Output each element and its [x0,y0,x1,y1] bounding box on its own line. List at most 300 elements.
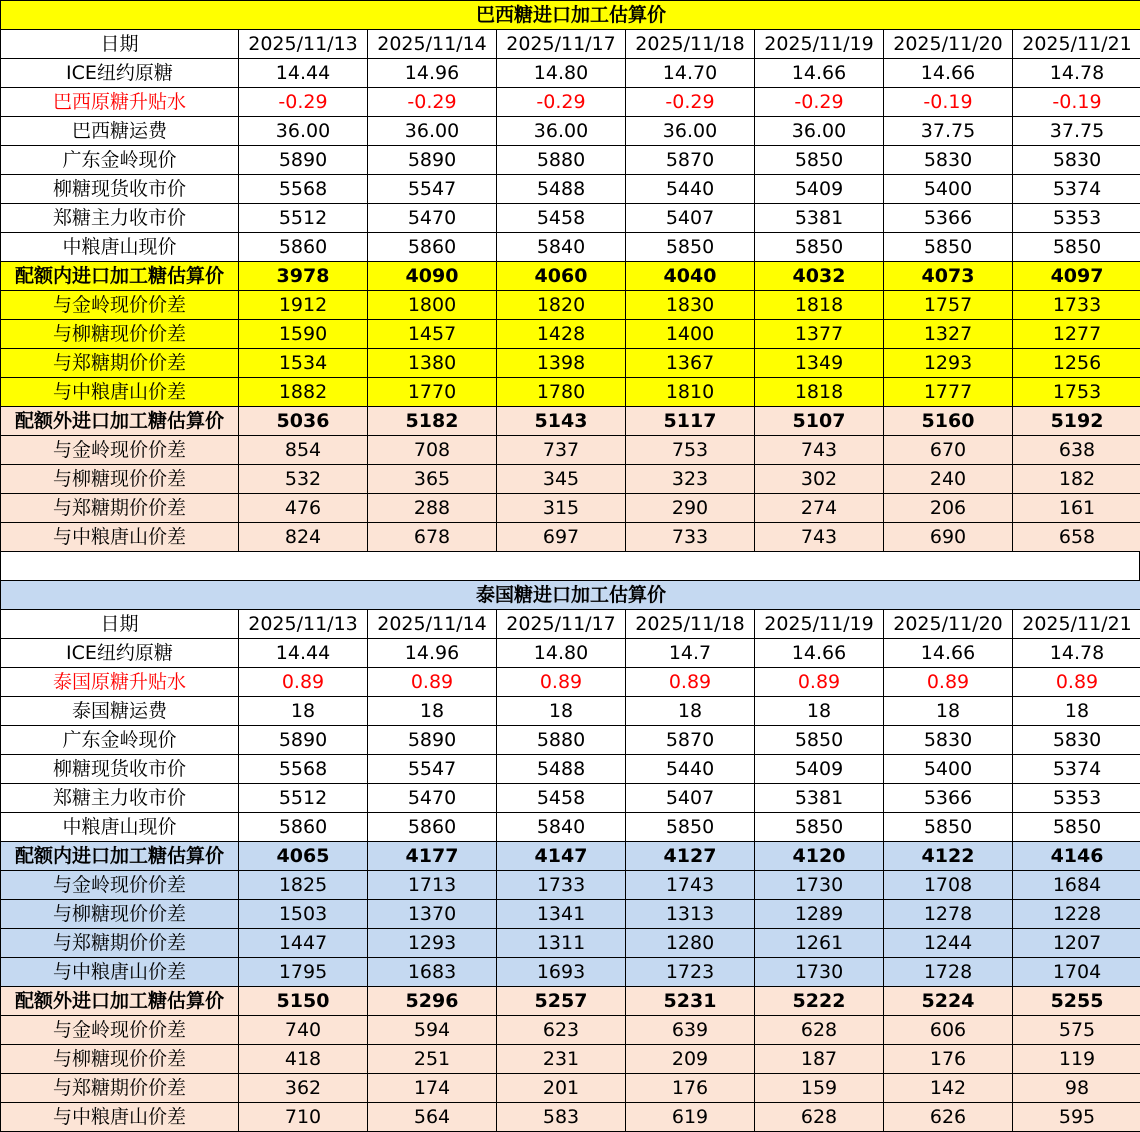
value-cell: 1277 [1013,320,1140,349]
value-cell: 18 [497,697,626,726]
value-cell: 231 [497,1045,626,1074]
value-cell: 5850 [884,813,1013,842]
row-label: 泰国原糖升贴水 [1,668,239,697]
value-cell: 5257 [497,987,626,1016]
value-cell: 740 [239,1016,368,1045]
value-cell: 1311 [497,929,626,958]
date-cell: 2025/11/17 [497,30,626,59]
value-cell: 14.80 [497,59,626,88]
value-cell: 1244 [884,929,1013,958]
value-cell: 5870 [626,146,755,175]
value-cell: 240 [884,465,1013,494]
value-cell: 1733 [497,871,626,900]
row-label: 与郑糖期价价差 [1,494,239,523]
value-cell: 14.66 [755,639,884,668]
value-cell: 14.44 [239,59,368,88]
value-cell: 206 [884,494,1013,523]
value-cell: 290 [626,494,755,523]
table-row [1,1016,1140,1045]
value-cell: 670 [884,436,1013,465]
value-cell: 4040 [626,262,755,291]
value-cell: 5374 [1013,175,1140,204]
value-cell: 5192 [1013,407,1140,436]
value-cell: 1912 [239,291,368,320]
value-cell: 174 [368,1074,497,1103]
value-cell: 0.89 [1013,668,1140,697]
value-cell: 5400 [884,755,1013,784]
table-row [1,697,1140,726]
value-cell: 5407 [626,204,755,233]
value-cell: 4127 [626,842,755,871]
value-cell: 678 [368,523,497,552]
value-cell: 5182 [368,407,497,436]
value-cell: 4147 [497,842,626,871]
value-cell: 14.44 [239,639,368,668]
value-cell: 5850 [755,813,884,842]
value-cell: 1447 [239,929,368,958]
value-cell: 18 [626,697,755,726]
value-cell: -0.29 [368,88,497,117]
value-cell: 1207 [1013,929,1140,958]
value-cell: 5107 [755,407,884,436]
value-cell: 5850 [755,726,884,755]
value-cell: 315 [497,494,626,523]
value-cell: 1743 [626,871,755,900]
value-cell: 201 [497,1074,626,1103]
table-row [1,233,1140,262]
value-cell: 4060 [497,262,626,291]
value-cell: 1256 [1013,349,1140,378]
value-cell: 3978 [239,262,368,291]
table-row [1,88,1140,117]
value-cell: 14.70 [626,59,755,88]
value-cell: 5890 [239,146,368,175]
value-cell: 14.78 [1013,639,1140,668]
value-cell: 1757 [884,291,1013,320]
row-label: 与金岭现价价差 [1,291,239,320]
table-title: 巴西糖进口加工估算价 [1,1,1140,30]
value-cell: 5366 [884,784,1013,813]
date-cell: 2025/11/20 [884,30,1013,59]
value-cell: 4146 [1013,842,1140,871]
value-cell: 1713 [368,871,497,900]
value-cell: 5366 [884,204,1013,233]
row-label: 巴西糖运费 [1,117,239,146]
row-label: 广东金岭现价 [1,726,239,755]
value-cell: 362 [239,1074,368,1103]
value-cell: 737 [497,436,626,465]
value-cell: 476 [239,494,368,523]
date-cell: 2025/11/18 [626,30,755,59]
value-cell: 18 [239,697,368,726]
row-label: 与金岭现价价差 [1,436,239,465]
value-cell: 619 [626,1103,755,1132]
value-cell: 628 [755,1103,884,1132]
value-cell: 824 [239,523,368,552]
row-label: 与中粮唐山价差 [1,523,239,552]
value-cell: 1683 [368,958,497,987]
value-cell: 187 [755,1045,884,1074]
row-label: 与金岭现价价差 [1,1016,239,1045]
value-cell: 623 [497,1016,626,1045]
value-cell: 36.00 [497,117,626,146]
brazil-sugar-table [0,0,1140,552]
value-cell: 5840 [497,813,626,842]
table-row [1,349,1140,378]
table-row [1,900,1140,929]
value-cell: 595 [1013,1103,1140,1132]
value-cell: 36.00 [239,117,368,146]
value-cell: 1428 [497,320,626,349]
value-cell: 658 [1013,523,1140,552]
value-cell: 1830 [626,291,755,320]
value-cell: -0.19 [1013,88,1140,117]
table-row [1,784,1140,813]
value-cell: 5840 [497,233,626,262]
value-cell: 1770 [368,378,497,407]
date-cell: 2025/11/19 [755,610,884,639]
value-cell: 14.66 [755,59,884,88]
date-label: 日期 [1,610,239,639]
table-row [1,668,1140,697]
value-cell: -0.29 [497,88,626,117]
value-cell: 365 [368,465,497,494]
value-cell: 5353 [1013,204,1140,233]
value-cell: 743 [755,436,884,465]
value-cell: 4032 [755,262,884,291]
header-row [1,30,1140,59]
value-cell: 4122 [884,842,1013,871]
value-cell: 1457 [368,320,497,349]
value-cell: 5547 [368,755,497,784]
value-cell: 1730 [755,958,884,987]
value-cell: 1730 [755,871,884,900]
value-cell: 1341 [497,900,626,929]
row-label: 郑糖主力收市价 [1,204,239,233]
value-cell: 5870 [626,726,755,755]
value-cell: 1380 [368,349,497,378]
value-cell: 323 [626,465,755,494]
value-cell: 418 [239,1045,368,1074]
date-cell: 2025/11/14 [368,610,497,639]
row-label: 与柳糖现价价差 [1,900,239,929]
row-label: 与金岭现价价差 [1,871,239,900]
value-cell: 1503 [239,900,368,929]
value-cell: 5224 [884,987,1013,1016]
row-label: ICE纽约原糖 [1,59,239,88]
table-row [1,407,1140,436]
value-cell: 14.66 [884,59,1013,88]
value-cell: 5850 [755,233,884,262]
table-spacer [0,552,1140,580]
table-row [1,958,1140,987]
value-cell: 5850 [1013,813,1140,842]
value-cell: 5400 [884,175,1013,204]
value-cell: 5880 [497,146,626,175]
value-cell: 1534 [239,349,368,378]
value-cell: 4177 [368,842,497,871]
value-cell: 4120 [755,842,884,871]
row-label: ICE纽约原糖 [1,639,239,668]
value-cell: 5830 [1013,146,1140,175]
value-cell: 1261 [755,929,884,958]
value-cell: 1278 [884,900,1013,929]
value-cell: 0.89 [755,668,884,697]
table-row [1,871,1140,900]
value-cell: 1349 [755,349,884,378]
row-label: 与柳糖现价价差 [1,1045,239,1074]
value-cell: 1795 [239,958,368,987]
value-cell: 1693 [497,958,626,987]
value-cell: 4065 [239,842,368,871]
table-row [1,465,1140,494]
value-cell: 5470 [368,784,497,813]
value-cell: 14.78 [1013,59,1140,88]
value-cell: 5374 [1013,755,1140,784]
value-cell: 5488 [497,755,626,784]
value-cell: 4097 [1013,262,1140,291]
date-cell: 2025/11/17 [497,610,626,639]
table-row [1,1074,1140,1103]
value-cell: 1293 [884,349,1013,378]
row-label: 配额外进口加工糖估算价 [1,987,239,1016]
value-cell: 159 [755,1074,884,1103]
value-cell: 5568 [239,755,368,784]
value-cell: 1400 [626,320,755,349]
value-cell: 564 [368,1103,497,1132]
value-cell: 161 [1013,494,1140,523]
row-label: 与郑糖期价价差 [1,1074,239,1103]
table-row [1,291,1140,320]
value-cell: 36.00 [626,117,755,146]
value-cell: 5222 [755,987,884,1016]
value-cell: 14.7 [626,639,755,668]
row-label: 与郑糖期价价差 [1,349,239,378]
row-label: 柳糖现货收市价 [1,755,239,784]
value-cell: 1733 [1013,291,1140,320]
value-cell: 182 [1013,465,1140,494]
date-cell: 2025/11/13 [239,30,368,59]
row-label: 广东金岭现价 [1,146,239,175]
value-cell: 1289 [755,900,884,929]
table-row [1,755,1140,784]
value-cell: 36.00 [368,117,497,146]
table-row [1,813,1140,842]
value-cell: 251 [368,1045,497,1074]
table-row [1,1045,1140,1074]
value-cell: 18 [755,697,884,726]
value-cell: 0.89 [884,668,1013,697]
value-cell: 14.96 [368,59,497,88]
value-cell: 5512 [239,784,368,813]
value-cell: 5231 [626,987,755,1016]
row-label: 与中粮唐山价差 [1,1103,239,1132]
value-cell: 753 [626,436,755,465]
row-label: 配额内进口加工糖估算价 [1,842,239,871]
value-cell: 5850 [1013,233,1140,262]
value-cell: 37.75 [1013,117,1140,146]
value-cell: 5860 [368,233,497,262]
value-cell: 5890 [239,726,368,755]
value-cell: 5850 [626,813,755,842]
table-row [1,146,1140,175]
table-row [1,320,1140,349]
date-cell: 2025/11/21 [1013,30,1140,59]
value-cell: 606 [884,1016,1013,1045]
value-cell: 37.75 [884,117,1013,146]
thailand-sugar-table [0,580,1140,1132]
value-cell: 1810 [626,378,755,407]
table-row [1,726,1140,755]
value-cell: 5150 [239,987,368,1016]
table-row [1,262,1140,291]
row-label: 巴西原糖升贴水 [1,88,239,117]
value-cell: 18 [368,697,497,726]
date-cell: 2025/11/19 [755,30,884,59]
value-cell: 4090 [368,262,497,291]
value-cell: 18 [884,697,1013,726]
value-cell: 5255 [1013,987,1140,1016]
value-cell: 5890 [368,726,497,755]
value-cell: 5488 [497,175,626,204]
header-row [1,610,1140,639]
value-cell: 0.89 [497,668,626,697]
value-cell: 5409 [755,755,884,784]
value-cell: 345 [497,465,626,494]
table-row [1,117,1140,146]
value-cell: 209 [626,1045,755,1074]
row-label: 与郑糖期价价差 [1,929,239,958]
value-cell: 690 [884,523,1013,552]
value-cell: 0.89 [239,668,368,697]
value-cell: -0.19 [884,88,1013,117]
date-cell: 2025/11/18 [626,610,755,639]
value-cell: 5160 [884,407,1013,436]
date-cell: 2025/11/14 [368,30,497,59]
value-cell: 1367 [626,349,755,378]
value-cell: 5547 [368,175,497,204]
value-cell: 594 [368,1016,497,1045]
value-cell: 1293 [368,929,497,958]
value-cell: 5440 [626,175,755,204]
value-cell: 1590 [239,320,368,349]
value-cell: 638 [1013,436,1140,465]
row-label: 与柳糖现价价差 [1,465,239,494]
value-cell: 5470 [368,204,497,233]
value-cell: 18 [1013,697,1140,726]
value-cell: 5117 [626,407,755,436]
value-cell: 1280 [626,929,755,958]
value-cell: 1327 [884,320,1013,349]
value-cell: 5830 [1013,726,1140,755]
date-cell: 2025/11/21 [1013,610,1140,639]
value-cell: 1377 [755,320,884,349]
value-cell: 5407 [626,784,755,813]
table-title: 泰国糖进口加工估算价 [1,581,1140,610]
value-cell: 1800 [368,291,497,320]
table-row [1,842,1140,871]
value-cell: 119 [1013,1045,1140,1074]
table-row [1,204,1140,233]
value-cell: 0.89 [368,668,497,697]
row-label: 中粮唐山现价 [1,233,239,262]
row-label: 配额内进口加工糖估算价 [1,262,239,291]
value-cell: 5381 [755,204,884,233]
value-cell: 1882 [239,378,368,407]
value-cell: 98 [1013,1074,1140,1103]
value-cell: 142 [884,1074,1013,1103]
date-cell: 2025/11/13 [239,610,368,639]
table-row [1,523,1140,552]
value-cell: 708 [368,436,497,465]
table-row [1,175,1140,204]
value-cell: 5890 [368,146,497,175]
value-cell: 583 [497,1103,626,1132]
value-cell: 5143 [497,407,626,436]
value-cell: 1228 [1013,900,1140,929]
value-cell: -0.29 [626,88,755,117]
value-cell: 743 [755,523,884,552]
value-cell: 302 [755,465,884,494]
value-cell: 5512 [239,204,368,233]
table-row [1,494,1140,523]
value-cell: 176 [626,1074,755,1103]
value-cell: 1684 [1013,871,1140,900]
value-cell: -0.29 [239,88,368,117]
value-cell: 5440 [626,755,755,784]
value-cell: -0.29 [755,88,884,117]
value-cell: 5568 [239,175,368,204]
value-cell: 1313 [626,900,755,929]
value-cell: 1825 [239,871,368,900]
value-cell: 1820 [497,291,626,320]
date-label: 日期 [1,30,239,59]
value-cell: 5860 [368,813,497,842]
value-cell: 5409 [755,175,884,204]
table-row [1,436,1140,465]
value-cell: 639 [626,1016,755,1045]
value-cell: 4073 [884,262,1013,291]
value-cell: 5860 [239,813,368,842]
value-cell: 1398 [497,349,626,378]
value-cell: 5830 [884,146,1013,175]
value-cell: 626 [884,1103,1013,1132]
value-cell: 1818 [755,378,884,407]
value-cell: 5353 [1013,784,1140,813]
table-row [1,1103,1140,1132]
value-cell: 628 [755,1016,884,1045]
value-cell: 5850 [755,146,884,175]
value-cell: 5381 [755,784,884,813]
value-cell: 1704 [1013,958,1140,987]
value-cell: 5036 [239,407,368,436]
value-cell: 176 [884,1045,1013,1074]
value-cell: 14.96 [368,639,497,668]
value-cell: 36.00 [755,117,884,146]
row-label: 郑糖主力收市价 [1,784,239,813]
value-cell: 697 [497,523,626,552]
value-cell: 1777 [884,378,1013,407]
value-cell: 854 [239,436,368,465]
row-label: 配额外进口加工糖估算价 [1,407,239,436]
value-cell: 274 [755,494,884,523]
row-label: 与中粮唐山价差 [1,958,239,987]
value-cell: 5458 [497,204,626,233]
value-cell: 5458 [497,784,626,813]
table-row [1,639,1140,668]
row-label: 与柳糖现价价差 [1,320,239,349]
value-cell: 1780 [497,378,626,407]
